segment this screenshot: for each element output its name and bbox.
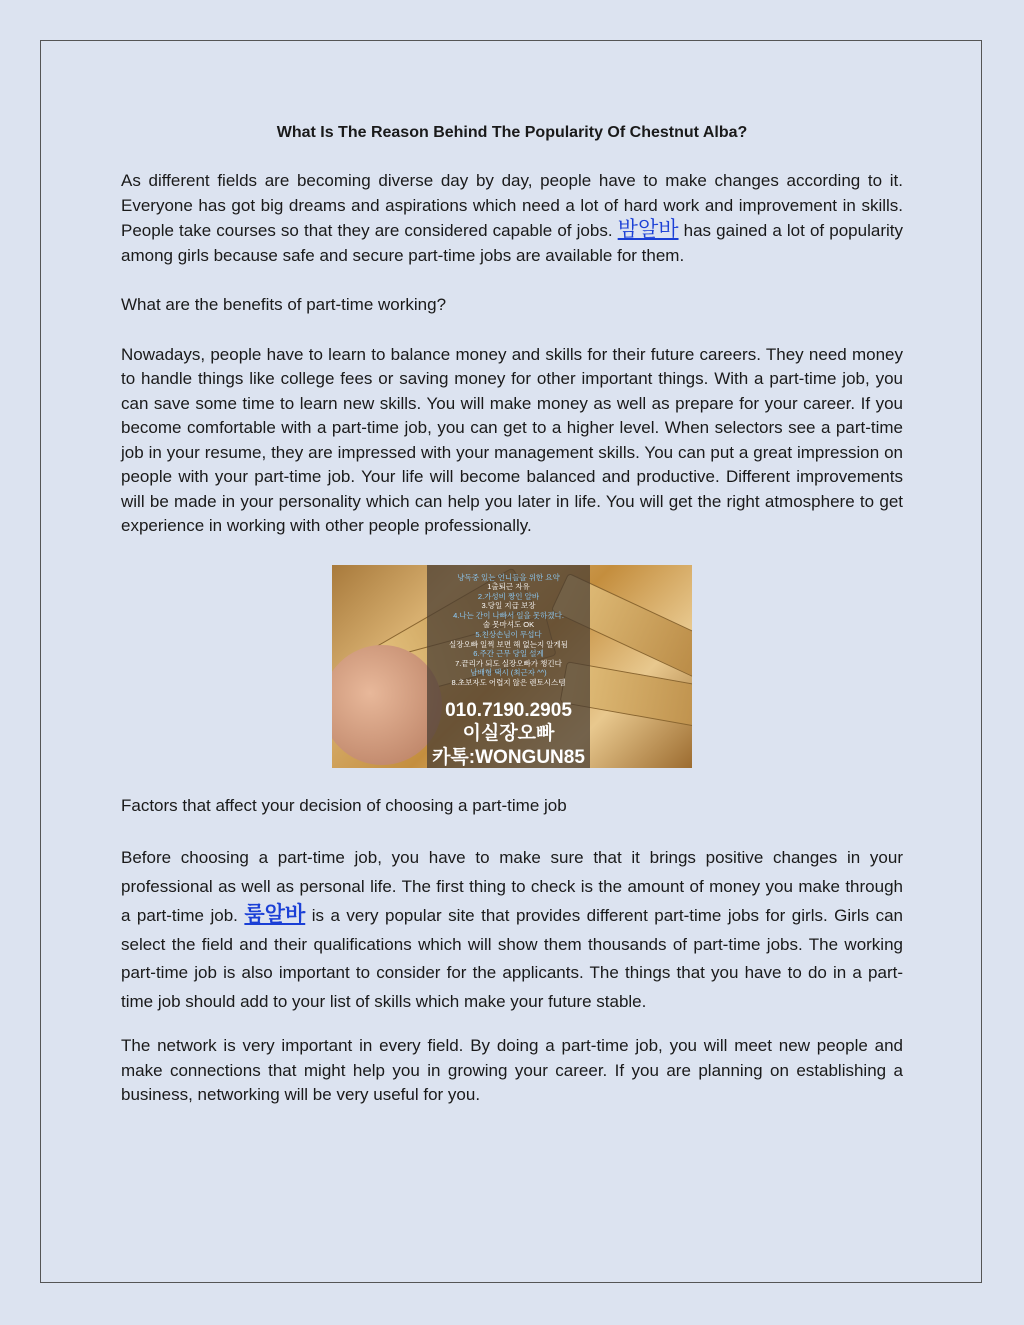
benefit-line: 실장오빠 일찍 보면 해 없는지 알게됨 [448, 639, 569, 649]
intro-text-before: As different fields are becoming diverse day by day, people have to make changes according to it. Everyone has got big dreams and aspirations which need a lot of hard work and improvement in skills. People take courses so that they are considered capable of jobs. [121, 171, 903, 240]
benefit-list [427, 565, 590, 688]
benefit-line: 1출퇴근 자유 [487, 582, 530, 592]
factors-text-after: is a very popular site that provides different part-time jobs for girls. Girls can select the field and their qualifications which will show them thousands of part-time jobs. The working part-time job is also important to consider for the applicants. The things that you have to do in a part-time job should add to your list of skills which make your future stable. [121, 906, 904, 1011]
keyword-link-room-alba[interactable]: 룸알바 [244, 903, 306, 926]
intro-paragraph [121, 169, 903, 268]
document-page [40, 40, 982, 1283]
contact-name: 이실장오빠 [462, 722, 555, 744]
benefit-line: 3.당일 지급 보장 [481, 601, 536, 611]
advertisement-image [332, 565, 692, 768]
benefit-line: 냥독중 있는 언니들을 위한 요약 [457, 572, 560, 582]
benefit-line: 7.끝리가 되도 실장오빠가 챙긴다 [455, 658, 562, 668]
keyword-link-bam-alba[interactable]: 밤알바 [617, 218, 679, 241]
benefit-line: 8.초보자도 어렵지 않은 렌토시스템 [451, 678, 566, 688]
benefits-heading: What are the benefits of part-time working? [121, 295, 447, 314]
benefit-line: 술 못마셔도 OK [482, 620, 535, 630]
benefit-line: 4.나는 간이 나빠서 일을 못하겠다. [453, 610, 564, 620]
benefit-line: 6.주간 근무 당일 설계 [473, 649, 544, 659]
network-paragraph: The network is very important in every field. By doing a part-time job, you will meet new people and make connections that might help you in growing your career. If you are planning on establishing a business, networking will be very useful for you. [121, 1036, 903, 1104]
image-text-overlay [427, 565, 590, 768]
factors-text-before: Before choosing a part-time job, you have to make sure that it brings positive changes in your professional as well as personal life. The first thing to check is the amount of money you make through a part-time job. [121, 848, 903, 925]
benefit-line: 남배형 택시 (최근자 ^^) [470, 668, 547, 678]
benefits-paragraph: Nowadays, people have to learn to balance money and skills for their future careers. They need money to handle things like college fees or saving money for other important things. With a part-time job, you can save some time to learn new skills. You will make money as well as prepare for your career. If you become comfortable with a part-time job, you can get to a higher level. When selectors see a part-time job in your resume, they are impressed with your management skills. You can put a great impression on people with your part-time job. Your life will become balanced and productive. Different improvements will be made in your personality which can help you later in life. You will get the right atmosphere to get experience in working with other people professionally. [121, 344, 903, 535]
phone-number: 010.7190.2905 [445, 699, 572, 721]
intro-text-after: has gained a lot of popularity among girls because safe and secure part-time jobs are available for them. [121, 221, 903, 265]
document-content [121, 121, 903, 1108]
document-title: What Is The Reason Behind The Popularity Of Chestnut Alba? [276, 124, 748, 141]
kakao-id: 카톡:WONGUN85 [432, 746, 585, 768]
benefit-line: 5.친상손님이 무섭다 [475, 630, 542, 640]
factors-heading: Factors that affect your decision of choosing a part-time job [121, 795, 567, 815]
factors-paragraph [121, 844, 903, 1016]
benefit-line: 2.가성비 짱인 알바 [477, 591, 540, 601]
